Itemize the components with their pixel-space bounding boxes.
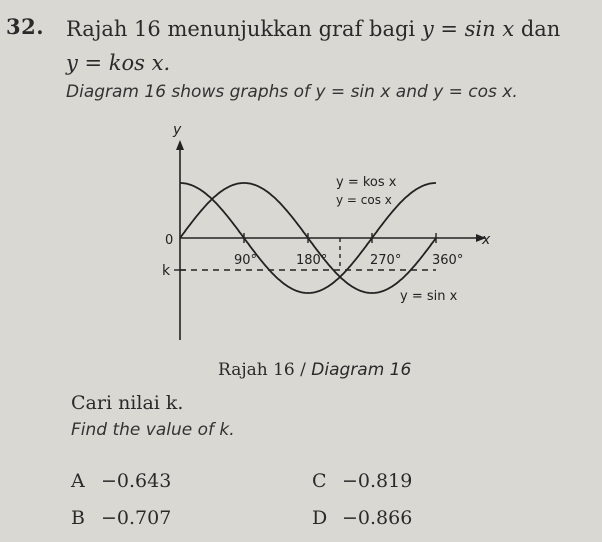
question-number: 32. [6, 14, 45, 39]
option-a-value: −0.643 [101, 470, 172, 492]
sin-label: y = sin x [400, 289, 458, 304]
question-malay-pre: Rajah 16 menunjukkan graf bagi [66, 17, 422, 41]
question-malay-line2: y = kos x. [66, 51, 171, 75]
option-d[interactable] [312, 507, 412, 529]
tick-360-label: 360° [432, 253, 464, 268]
option-c-value: −0.819 [342, 470, 413, 492]
x-axis-label: x [482, 232, 491, 248]
option-a[interactable] [71, 470, 171, 492]
ask-malay: Cari nilai k. [71, 392, 184, 414]
y-axis-label: y [173, 122, 182, 138]
question-malay-post: dan [514, 17, 561, 41]
option-a-letter: A [71, 470, 85, 492]
option-b-letter: B [71, 507, 85, 529]
tick-270-label: 270° [370, 253, 402, 268]
option-b-value: −0.707 [101, 507, 172, 529]
cos-label: y = cos x [336, 193, 392, 207]
question-english-eq1: y = sin x [315, 82, 391, 102]
y-axis-arrow [176, 140, 184, 150]
origin-label: 0 [165, 233, 174, 248]
k-label: k [162, 263, 171, 279]
caption-english: Diagram 16 [311, 360, 412, 380]
tick-90-label: 90° [234, 253, 258, 268]
ask-english: Find the value of k. [71, 420, 235, 440]
tick-180-label: 180° [296, 253, 328, 268]
option-c-letter: C [312, 470, 327, 492]
question-english-eq2: y = cos x. [433, 82, 518, 102]
question-english-pre: Diagram 16 shows graphs of [66, 82, 316, 102]
graph-diagram [140, 120, 491, 340]
option-b[interactable] [71, 507, 171, 529]
option-d-letter: D [312, 507, 328, 529]
kos-label: y = kos x [336, 175, 397, 190]
option-d-value: −0.866 [342, 507, 413, 529]
question-text-english [66, 82, 518, 102]
question-english-mid: and [390, 82, 434, 102]
diagram-caption [218, 360, 411, 380]
question-malay-eq: y = sin x [421, 17, 515, 41]
question-text-malay [66, 12, 596, 80]
caption-malay: Rajah 16 / [218, 360, 312, 380]
option-c[interactable] [312, 470, 412, 492]
